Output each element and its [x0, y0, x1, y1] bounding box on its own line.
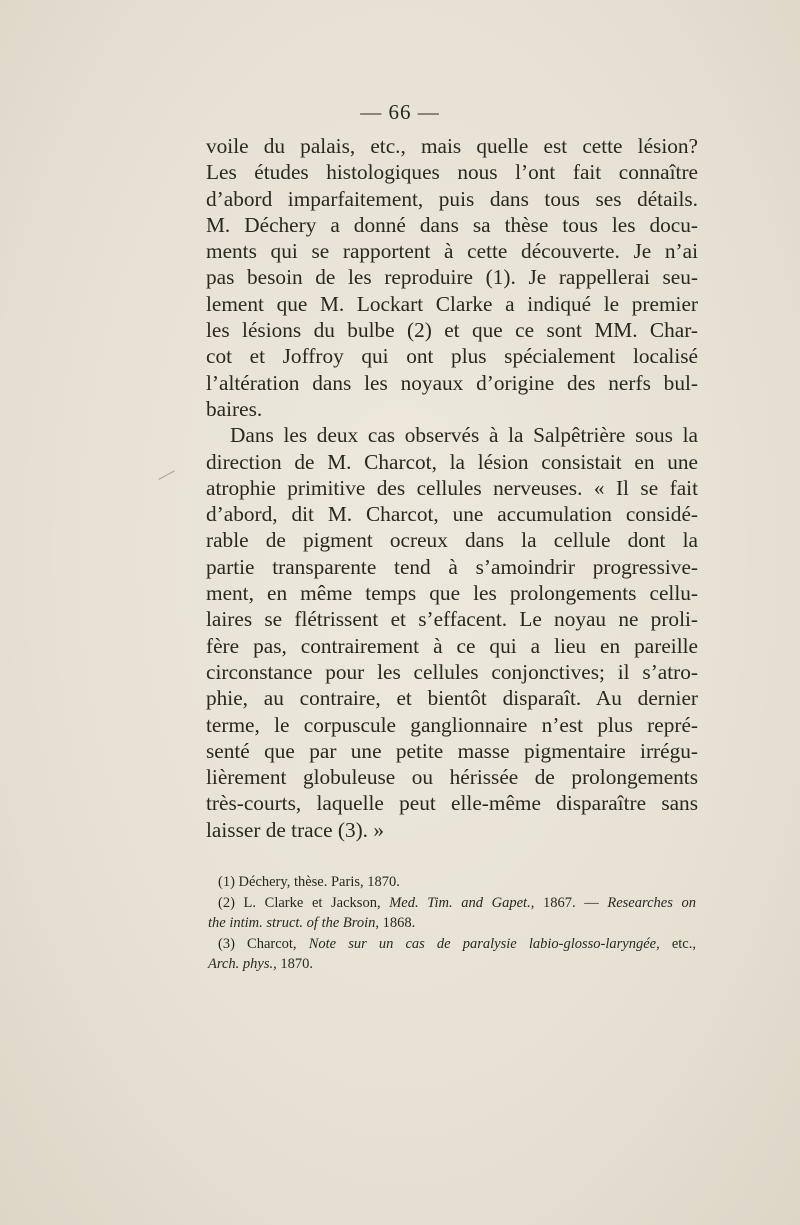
text-line: direction de M. Charcot, la lésion consistait en une: [206, 449, 698, 474]
text-line: les lésions du bulbe (2) et que ce sont MM. Char-: [206, 318, 698, 343]
text-line: ment, en même temps que les prolongements cellu-: [206, 581, 698, 606]
footnote-2-title-start: Researches on: [607, 894, 696, 911]
footnote-2-year: , 1867. —: [530, 894, 608, 911]
text-line: partie transparente tend à s’amoindrir progressive-: [206, 554, 698, 579]
paragraph-start-line: Dans les deux cas observés à la Salpêtrière sous la: [230, 423, 698, 448]
text-line: baires.: [206, 396, 263, 421]
text-line: d’abord imparfaitement, puis dans tous ses détails.: [206, 186, 698, 211]
text-line: pas besoin de les reproduire (1). Je rappellerai seu-: [206, 265, 698, 290]
text-line: voile du palais, etc., mais quelle est cette lésion?: [206, 134, 698, 158]
text-line: M. Déchery a donné dans sa thèse tous les docu-: [206, 212, 698, 237]
footnote-2: [208, 893, 696, 914]
text-line: d’abord, dit M. Charcot, une accumulation considé-: [206, 502, 698, 527]
text-line: phie, au contraire, et bientôt disparaît. Au dernier: [206, 686, 698, 711]
text-line: circonstance pour les cellules conjonctives; il s’atro-: [206, 659, 698, 684]
body-text: [206, 133, 698, 843]
footnote-2-title-end: the intim. struct. of the Broin: [208, 915, 376, 931]
text-line: très-courts, laquelle peut elle-même disparaître sans: [206, 791, 698, 816]
text-line: terme, le corpuscule ganglionnaire n’est plus repré-: [206, 712, 698, 737]
footnote-2-author: (2) L. Clarke et Jackson,: [218, 894, 390, 911]
footnotes: [208, 872, 696, 975]
footnote-1: (1) Déchery, thèse. Paris, 1870.: [218, 874, 400, 890]
text-line: ments qui se rapportent à cette découverte. Je n’ai: [206, 239, 698, 264]
text-line: fère pas, contrairement à ce qui a lieu en pareille: [206, 633, 698, 658]
text-line: l’altération dans les noyaux d’origine des nerfs bul-: [206, 370, 698, 395]
text-line: senté que par une petite masse pigmentaire irrégu-: [206, 738, 698, 763]
text-line: atrophie primitive des cellules nerveuses. « Il se fait: [206, 475, 698, 500]
footnote-3-journal: Arch. phys.: [208, 956, 274, 972]
footnote-2-end: , 1868.: [375, 915, 416, 931]
footnote-3-end: , 1870.: [273, 956, 313, 972]
text-line: lement que M. Lockart Clarke a indiqué le premier: [206, 291, 698, 316]
footnote-2-continued: [208, 913, 696, 934]
footnote-3-etc: , etc.,: [656, 935, 696, 952]
footnote-2-journal: Med. Tim. and Gapet.: [389, 894, 531, 911]
footnote-3-author: (3) Charcot,: [218, 935, 309, 952]
margin-pencil-mark: [158, 470, 179, 488]
text-line: laires se flétrissent et s’effacent. Le noyau ne proli-: [206, 607, 698, 632]
footnote-3-title: Note sur un cas de paralysie labio-glosso-laryngée: [308, 935, 657, 952]
text-line: lièrement globuleuse ou hérissée de prolongements: [206, 765, 698, 790]
text-line: cot et Joffroy qui ont plus spécialement localisé: [206, 344, 698, 369]
footnote-3: [208, 934, 696, 955]
footnote-3-continued: [208, 954, 696, 975]
page-number: — 66 —: [360, 100, 440, 124]
text-line: Les études histologiques nous l’ont fait connaître: [206, 160, 698, 185]
text-line: rable de pigment ocreux dans la cellule dont la: [206, 528, 698, 553]
text-line: laisser de trace (3). »: [206, 817, 384, 842]
